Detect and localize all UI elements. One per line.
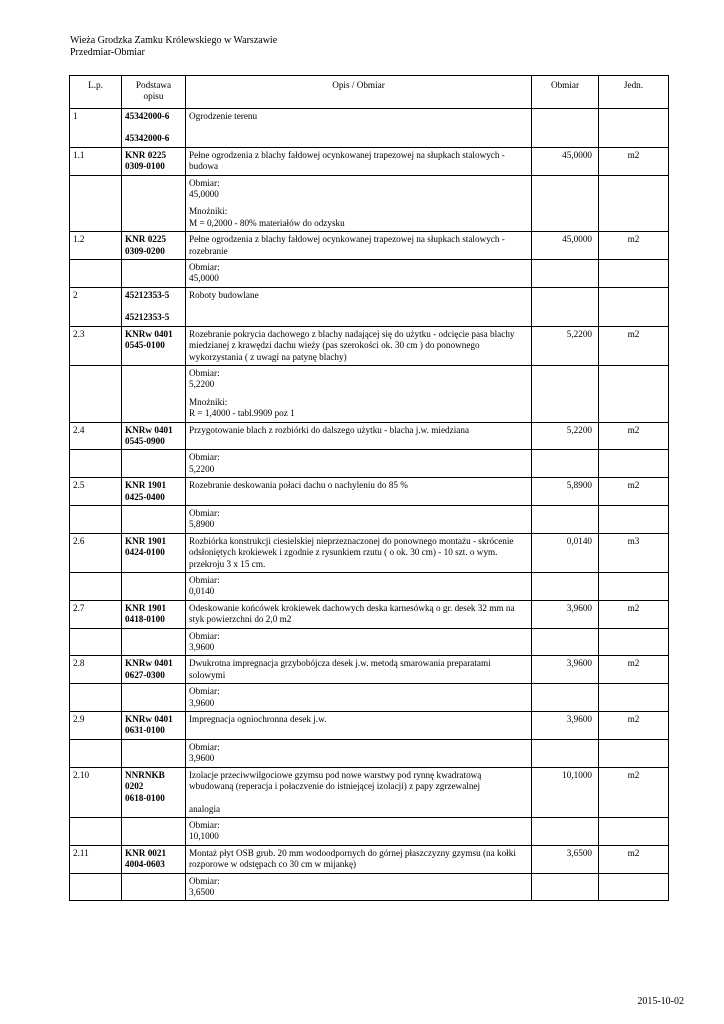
table-row (70, 767, 669, 817)
measurement-cell (186, 817, 532, 845)
table-row (70, 656, 669, 684)
empty-cell (122, 365, 186, 422)
measurement-value: 3,9600 (189, 642, 215, 653)
empty-cell (70, 573, 122, 601)
basis-code: KNRw 0401 0545-0900 (125, 424, 173, 446)
document-type: Przedmiar-Obmiar (70, 47, 145, 58)
empty-cell (70, 739, 122, 767)
description-text: Rozbiórka konstrukcji ciesielskiej nieprzeznaczonej do ponownego montażu - skrócenie odsłoniętych krokiewek i zgodnie z rysunkiem rzutu ( o ok. 30 cm) - 10 szt. o wym. przekroju 3 x 15 cm. (189, 535, 514, 569)
empty-cell (599, 573, 669, 601)
basis-code: 45212353-5 (125, 289, 170, 300)
description-cell (186, 478, 532, 506)
quantity-cell (532, 287, 599, 326)
empty-cell (122, 628, 186, 656)
empty-cell (599, 505, 669, 533)
empty-cell (70, 817, 122, 845)
basis-code: KNR 0225 0309-0100 (125, 149, 167, 172)
multiplier-label: Mnożniki: (189, 206, 228, 217)
empty-cell (599, 365, 669, 422)
empty-cell (70, 628, 122, 656)
quantity-cell: 45,0000 (532, 147, 599, 175)
lp-cell: 1 (70, 109, 122, 148)
unit-cell (599, 109, 669, 148)
description-cell (186, 326, 532, 365)
basis-code: KNR 0021 4004-0603 (125, 847, 167, 870)
lp-cell: 2 (70, 287, 122, 326)
basis-code: 45342000-6 (125, 111, 170, 121)
empty-cell (532, 505, 599, 533)
empty-cell (599, 450, 669, 478)
podstawa-cell (122, 533, 186, 572)
quantity-cell: 0,0140 (532, 533, 599, 572)
description-cell (186, 422, 532, 450)
measurement-value: 5,8900 (189, 519, 215, 530)
col-header-obmiar: Obmiar (532, 76, 599, 109)
measurement-cell (186, 628, 532, 656)
unit-cell: m3 (599, 533, 669, 572)
empty-cell (532, 873, 599, 901)
lp-cell: 2.9 (70, 712, 122, 740)
empty-cell (532, 175, 599, 232)
empty-cell (532, 260, 599, 288)
measurement-value: 3,9600 (189, 697, 215, 708)
col-header-opis: Opis / Obmiar (186, 76, 532, 109)
basis-code: KNRw 0401 0627-0300 (125, 658, 173, 680)
unit-cell: m2 (599, 600, 669, 628)
description-cell (186, 287, 532, 326)
measurement-value: 45,0000 (189, 189, 219, 200)
multiplier-value: M = 0,2000 - 80% materiałów do odzysku (189, 217, 345, 228)
empty-cell (70, 365, 122, 422)
description-text: Rozebranie pokrycia dachowego z blachy nadającej się do użytku - odcięcie pasa blachy miedzianej z krawędzi dachu wieży (pas szerokości ok. 30 cm ) do ponownego wykorzystania ( z uwagi na patynę blachy) (189, 328, 515, 362)
col-header-podstawa: Podstawa opisu (122, 76, 186, 109)
measurement-cell (186, 450, 532, 478)
lp-cell: 2.10 (70, 767, 122, 817)
measurement-cell (186, 175, 532, 232)
basis-code: KNR 1901 0425-0400 (125, 480, 167, 502)
podstawa-cell (122, 600, 186, 628)
quantity-cell: 3,9600 (532, 600, 599, 628)
empty-cell (70, 873, 122, 901)
lp-cell: 1.1 (70, 147, 122, 175)
podstawa-cell (122, 656, 186, 684)
description-cell (186, 656, 532, 684)
lp-cell: 2.8 (70, 656, 122, 684)
quantity-cell (532, 109, 599, 148)
measurement-cell (186, 365, 532, 422)
empty-cell (70, 260, 122, 288)
measurement-label: Obmiar: (189, 875, 220, 886)
quantity-cell: 10,1000 (532, 767, 599, 817)
table-row (70, 600, 669, 628)
unit-cell: m2 (599, 147, 669, 175)
empty-cell (70, 450, 122, 478)
podstawa-cell (122, 845, 186, 873)
empty-cell (122, 817, 186, 845)
unit-cell: m2 (599, 232, 669, 260)
unit-cell: m2 (599, 767, 669, 817)
lp-cell: 1.2 (70, 232, 122, 260)
basis-code: KNR 0225 0309-0200 (125, 234, 167, 256)
quantity-cell: 5,2200 (532, 326, 599, 365)
empty-cell (599, 684, 669, 712)
basis-code: KNR 1901 0418-0100 (125, 602, 167, 625)
unit-cell: m2 (599, 656, 669, 684)
unit-cell: m2 (599, 422, 669, 450)
unit-cell: m2 (599, 845, 669, 873)
empty-cell (70, 175, 122, 232)
empty-cell (599, 817, 669, 845)
table-row (70, 232, 669, 260)
empty-cell (122, 739, 186, 767)
measurement-label: Obmiar: (189, 686, 220, 697)
section-row (70, 109, 669, 148)
measurement-label: Obmiar: (189, 575, 220, 585)
measurement-value: 45,0000 (189, 273, 219, 284)
unit-cell: m2 (599, 478, 669, 506)
podstawa-cell (122, 287, 186, 326)
empty-cell (599, 873, 669, 901)
measurement-cell (186, 739, 532, 767)
empty-cell (122, 573, 186, 601)
obmiar-table (69, 75, 669, 901)
measurement-cell (186, 873, 532, 901)
description-cell (186, 600, 532, 628)
empty-cell (599, 739, 669, 767)
col-header-lp: L.p. (70, 76, 122, 109)
measurement-row (70, 365, 669, 422)
empty-cell (122, 175, 186, 232)
description-text: Przygotowanie blach z rozbiórki do dalszego użytku - blacha j.w. miedziana (189, 424, 470, 435)
lp-cell: 2.5 (70, 478, 122, 506)
description-text: Pełne ogrodzenia z blachy fałdowej ocynkowanej trapezowej na słupkach stalowych - budowa (189, 149, 505, 172)
description-cell (186, 767, 532, 817)
description-text: Ogrodzenie terenu (189, 111, 258, 121)
measurement-row (70, 450, 669, 478)
measurement-label: Obmiar: (189, 819, 220, 830)
description-text: Impregnacja ogniochronna desek j.w. (189, 714, 327, 725)
basis-code-secondary: 45342000-6 (125, 133, 170, 144)
print-date: 2015-10-02 (637, 996, 684, 1007)
description-text: Izolacje przeciwwilgociowe gzymsu pod nowe warstwy pod rynnę kwadratową wbudowaną (reperacja i połaczvenie do istniejącej izolacji) z papy zgrzewalnej (189, 769, 482, 792)
lp-cell: 2.3 (70, 326, 122, 365)
empty-cell (599, 628, 669, 656)
measurement-value: 3,6500 (189, 886, 215, 897)
quantity-cell: 45,0000 (532, 232, 599, 260)
description-text: Rozebranie deskowania połaci dachu o nachyleniu do 85 % (189, 480, 408, 491)
podstawa-cell (122, 326, 186, 365)
empty-cell (70, 505, 122, 533)
empty-cell (122, 684, 186, 712)
unit-cell: m2 (599, 326, 669, 365)
description-cell (186, 147, 532, 175)
empty-cell (532, 684, 599, 712)
description-text: Dwukrotna impregnacja grzybobójcza desek j.w. metodą smarowania preparatami solowymi (189, 658, 491, 680)
unit-cell: m2 (599, 712, 669, 740)
table-row (70, 326, 669, 365)
description-cell (186, 845, 532, 873)
document-header (70, 35, 277, 59)
measurement-value: 5,2200 (189, 463, 215, 474)
description-cell (186, 712, 532, 740)
multiplier-label: Mnożniki: (189, 396, 228, 407)
measurement-label: Obmiar: (189, 507, 220, 518)
description-text: Odeskowanie końcówek krokiewek dachowych deska karnesówką o gr. desek 32 mm na styk powierzchni do 2,0 m2 (189, 602, 515, 625)
lp-cell: 2.4 (70, 422, 122, 450)
table-row (70, 533, 669, 572)
description-text: Pełne ogrodzenia z blachy fałdowej ocynkowanej trapezowej na słupkach stalowych - rozebranie (189, 234, 505, 256)
empty-cell (122, 505, 186, 533)
podstawa-cell (122, 109, 186, 148)
measurement-cell (186, 260, 532, 288)
measurement-row (70, 260, 669, 288)
measurement-value: 3,9600 (189, 753, 215, 764)
unit-cell (599, 287, 669, 326)
table-header-row (70, 76, 669, 109)
empty-cell (122, 873, 186, 901)
description-cell (186, 109, 532, 148)
podstawa-cell (122, 712, 186, 740)
description-note: analogia (189, 803, 221, 814)
project-title: Wieża Grodzka Zamku Królewskiego w Warszawie (70, 35, 278, 46)
measurement-row (70, 573, 669, 601)
basis-code: KNRw 0401 0631-0100 (125, 714, 173, 736)
measurement-row (70, 684, 669, 712)
empty-cell (599, 260, 669, 288)
description-text: Roboty budowlane (189, 289, 259, 300)
lp-cell: 2.11 (70, 845, 122, 873)
podstawa-cell (122, 147, 186, 175)
empty-cell (532, 365, 599, 422)
section-row (70, 287, 669, 326)
table-body (70, 109, 669, 901)
empty-cell (122, 450, 186, 478)
table-row (70, 712, 669, 740)
measurement-label: Obmiar: (189, 177, 220, 188)
measurement-row (70, 175, 669, 232)
table-row (70, 845, 669, 873)
measurement-label: Obmiar: (189, 630, 220, 641)
measurement-cell (186, 505, 532, 533)
measurement-cell (186, 684, 532, 712)
table-row (70, 422, 669, 450)
quantity-cell: 3,9600 (532, 656, 599, 684)
measurement-label: Obmiar: (189, 452, 220, 463)
basis-code-secondary: 45212353-5 (125, 312, 170, 323)
description-text: Montaż płyt OSB grub. 20 mm wodoodpornych do górnej płaszczyzny gzymsu (na kołki rozporowe w odstępach co 30 cm w mijankę) (189, 847, 516, 870)
podstawa-cell (122, 478, 186, 506)
empty-cell (532, 817, 599, 845)
col-header-jedn: Jedn. (599, 76, 669, 109)
table-row (70, 147, 669, 175)
podstawa-cell (122, 232, 186, 260)
lp-cell: 2.6 (70, 533, 122, 572)
empty-cell (122, 260, 186, 288)
empty-cell (532, 573, 599, 601)
quantity-cell: 5,2200 (532, 422, 599, 450)
measurement-value: 10,1000 (189, 831, 219, 842)
quantity-cell: 5,8900 (532, 478, 599, 506)
basis-code: KNRw 0401 0545-0100 (125, 328, 173, 351)
measurement-row (70, 505, 669, 533)
measurement-label: Obmiar: (189, 741, 220, 752)
measurement-row (70, 873, 669, 901)
description-cell (186, 232, 532, 260)
basis-code: NNRNKB 0202 0618-0100 (125, 769, 165, 803)
measurement-label: Obmiar: (189, 367, 220, 378)
podstawa-cell (122, 422, 186, 450)
quantity-cell: 3,9600 (532, 712, 599, 740)
table-row (70, 478, 669, 506)
description-cell (186, 533, 532, 572)
empty-cell (532, 628, 599, 656)
multiplier-value: R = 1,4000 - tabl.9909 poz 1 (189, 408, 295, 419)
measurement-row (70, 817, 669, 845)
empty-cell (532, 739, 599, 767)
basis-code: KNR 1901 0424-0100 (125, 535, 167, 558)
empty-cell (599, 175, 669, 232)
measurement-row (70, 739, 669, 767)
measurement-value: 0,0140 (189, 586, 215, 597)
measurement-row (70, 628, 669, 656)
measurement-value: 5,2200 (189, 379, 215, 390)
podstawa-cell (122, 767, 186, 817)
measurement-label: Obmiar: (189, 262, 220, 273)
empty-cell (70, 684, 122, 712)
measurement-cell (186, 573, 532, 601)
quantity-cell: 3,6500 (532, 845, 599, 873)
empty-cell (532, 450, 599, 478)
lp-cell: 2.7 (70, 600, 122, 628)
